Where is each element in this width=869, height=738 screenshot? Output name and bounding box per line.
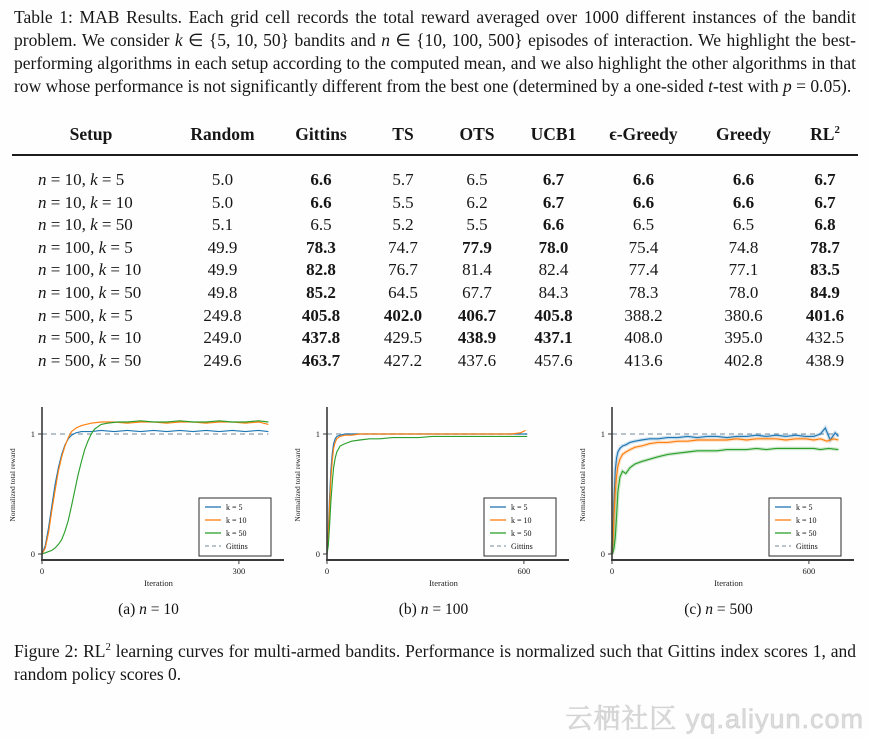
value-cell: 6.2 [466,192,488,212]
learning-curve-plot-a [6,400,287,592]
watermark: 云栖社区 yq.aliyun.com [565,704,864,734]
value-cell: 402.8 [724,350,763,370]
value-cell: 438.9 [805,350,845,370]
table-row [12,282,858,305]
x-tick-label: 600 [517,566,531,577]
y-tick-label: 0 [315,549,320,560]
learning-curve-plot-c [576,400,857,592]
value-cell: 457.6 [534,350,573,370]
legend-label: k = 5 [511,503,528,513]
y-tick-label: 1 [600,429,605,440]
y-axis-label: Normalized total reward [578,448,587,522]
value-cell: 82.8 [306,260,336,280]
value-cell: 76.7 [388,260,418,280]
x-tick-label: 0 [324,566,330,577]
legend [769,498,841,556]
value-cell: 402.0 [383,305,423,325]
y-tick-label: 0 [600,549,605,560]
legend [484,498,556,556]
setup-cell: n = 100, k = 5 [38,237,133,257]
table-row [12,155,858,192]
table-caption-text: ∈ {10, 100, 500} episodes of interaction. We highlight the best-performing algorithms in each setup according to the computed mean, and we also highlight the other algorithms in that row whose performance is not significantly different from the best one (determined by a one-sided [14,30,856,96]
setup-cell: n = 500, k = 10 [38,328,142,348]
value-cell: 249.8 [203,305,242,325]
setup-cell: n = 500, k = 5 [38,305,133,325]
value-cell: 77.1 [728,260,759,280]
value-cell: 83.5 [810,260,840,280]
value-cell: 85.2 [306,282,336,302]
value-cell: 413.6 [624,350,663,370]
legend-label: Gittins [796,542,818,552]
value-cell: 6.5 [310,215,332,235]
legend-label: k = 5 [796,503,813,513]
table-caption-text: Table 1: MAB Results. Each grid cell records the total reward averaged over 1000 different instances of the bandit problem. We consider [14,7,856,50]
value-cell: 77.9 [462,237,492,257]
column-header-random: Random [170,118,275,155]
value-cell: 64.5 [388,282,418,302]
value-cell: 463.7 [301,350,341,370]
value-cell: 84.3 [538,282,569,302]
value-cell: 437.8 [301,328,341,348]
results-table-body [12,155,858,372]
legend-label: k = 50 [511,529,532,539]
table-row [12,305,858,328]
value-cell: 401.6 [805,305,845,325]
results-table [12,118,858,372]
value-cell: 49.9 [207,260,238,280]
setup-cell: n = 100, k = 10 [38,260,142,280]
figure-caption [14,636,856,686]
legend-label: k = 50 [226,529,247,539]
setup-cell: n = 10, k = 10 [38,192,133,212]
value-cell: 6.5 [732,215,755,235]
value-cell: 49.9 [207,237,238,257]
table-row [12,214,858,237]
table-caption-text: ∈ {5, 10, 50} bandits and [182,30,382,50]
legend-label: k = 10 [796,516,817,526]
y-tick-label: 0 [30,549,35,560]
math-var-t: t [708,76,713,96]
value-cell: 380.6 [724,305,763,325]
math-var-k: k [174,30,183,50]
setup-cell: n = 100, k = 50 [38,282,142,302]
legend-label: k = 5 [226,503,243,513]
figure-caption-sup: 2 [105,641,111,654]
value-cell: 78.7 [810,237,840,257]
value-cell: 84.9 [810,282,840,302]
value-cell: 6.6 [732,170,755,189]
value-cell: 395.0 [724,328,763,348]
table-row [12,237,858,260]
x-axis-label: Iteration [714,578,743,589]
setup-cell: n = 10, k = 5 [38,170,125,189]
value-cell: 78.0 [538,237,569,257]
value-cell: 5.5 [392,192,414,212]
value-cell: 437.1 [534,328,573,348]
math-var-p: p [783,76,792,96]
value-cell: 406.7 [457,305,497,325]
figure-panel-a [6,400,291,619]
legend-label: k = 50 [796,529,817,539]
y-tick-label: 1 [30,429,35,440]
value-cell: 6.7 [542,170,565,189]
column-header-greedy: Greedy [695,118,792,155]
table-row [12,259,858,282]
value-cell: 6.8 [814,215,836,235]
value-cell: 82.4 [538,260,569,280]
value-cell: 6.7 [814,170,836,189]
value-cell: 427.2 [383,350,423,370]
figure-2-panels [6,400,869,619]
figure-caption-text: Figure 2: RL [14,641,106,662]
x-tick-label: 0 [39,566,45,577]
x-tick-label: 600 [802,566,816,577]
value-cell: 75.4 [628,237,659,257]
value-cell: 6.5 [632,215,655,235]
value-cell: 6.6 [732,192,755,212]
value-cell: 6.6 [632,192,655,212]
column-header-setup: Setup [12,118,170,155]
table-row [12,192,858,215]
results-table-header [12,118,858,155]
table-row [12,327,858,350]
value-cell: 249.6 [203,350,242,370]
legend-label: k = 10 [226,516,247,526]
value-cell: 437.6 [457,350,497,370]
y-axis-label: Normalized total reward [8,448,17,522]
value-cell: 249.0 [203,328,242,348]
value-cell: 6.6 [542,215,565,235]
column-header-ucb1: UCB1 [515,118,592,155]
value-cell: 432.5 [805,328,845,348]
table-row [12,350,858,373]
value-cell: 408.0 [624,328,663,348]
setup-cell: n = 500, k = 50 [38,350,142,370]
value-cell: 6.6 [310,192,332,212]
value-cell: 405.8 [301,305,341,325]
value-cell: 438.9 [457,328,497,348]
value-cell: 5.7 [392,170,414,189]
x-axis-label: Iteration [429,578,458,589]
value-cell: 74.7 [388,237,418,257]
y-tick-label: 1 [315,429,320,440]
setup-cell: n = 10, k = 50 [38,215,133,235]
value-cell: 388.2 [624,305,663,325]
panel-caption-b: (b) n = 100 [398,601,469,619]
value-cell: 5.5 [466,215,488,235]
x-axis-label: Iteration [144,578,173,589]
value-cell: 5.0 [211,170,234,189]
figure-panel-b [291,400,576,619]
value-cell: 78.3 [306,237,336,257]
column-header-ts: TS [367,118,439,155]
legend [199,498,271,556]
value-cell: 6.7 [814,192,836,212]
value-cell: 67.7 [462,282,492,302]
value-cell: 6.6 [310,170,332,189]
y-axis-label: Normalized total reward [293,448,302,522]
legend-label: k = 10 [511,516,532,526]
column-header-gittins: Gittins [275,118,367,155]
table-caption [14,6,856,98]
value-cell: 77.4 [628,260,659,280]
x-tick-label: 0 [609,566,615,577]
column-header-ots: OTS [439,118,515,155]
value-cell: 5.1 [211,215,234,235]
x-tick-label: 300 [232,566,246,577]
legend-label: Gittins [511,542,533,552]
legend-label: Gittins [226,542,248,552]
value-cell: 78.0 [728,282,759,302]
panel-caption-a: (a) n = 10 [118,601,179,619]
value-cell: 429.5 [383,328,423,348]
value-cell: 6.5 [466,170,488,189]
paper-page [0,6,869,738]
value-cell: 74.8 [728,237,759,257]
value-cell: 5.0 [211,192,234,212]
table-caption-text: = 0.05). [791,76,852,96]
value-cell: 6.6 [632,170,655,189]
value-cell: 5.2 [392,215,414,235]
math-var-n: n [381,30,390,50]
value-cell: 78.3 [628,282,659,302]
column-header-rl: $RL^2$ [792,118,858,155]
panel-caption-c: (c) n = 500 [684,601,753,619]
header-row [12,118,858,155]
learning-curve-plot-b [291,400,572,592]
value-cell: 6.7 [542,192,565,212]
column-header--greedy: ϵ-Greedy [592,118,695,155]
table-caption-text: -test with [713,76,783,96]
figure-panel-c [576,400,861,619]
value-cell: 49.8 [207,282,238,302]
figure-caption-text: learning curves for multi-armed bandits. Performance is normalized such that Gittins index scores 1, and random policy scores 0. [14,641,856,685]
value-cell: 405.8 [534,305,573,325]
value-cell: 81.4 [462,260,492,280]
